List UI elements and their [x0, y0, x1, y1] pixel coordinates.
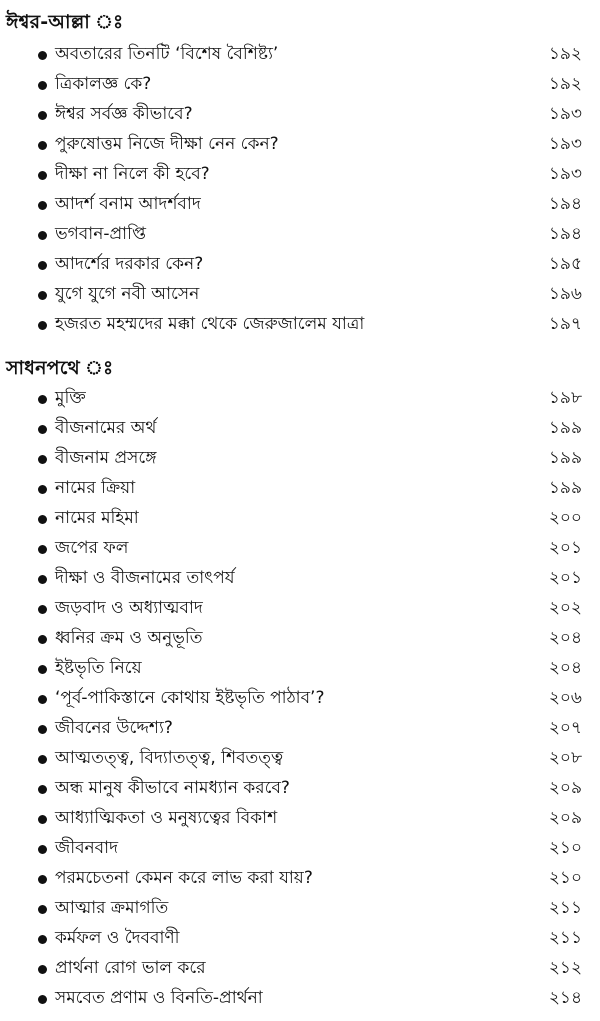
toc-entry	[0, 774, 600, 804]
toc-entry	[0, 684, 600, 714]
toc-entry	[0, 100, 600, 130]
bullet-icon	[38, 81, 47, 90]
entry-page-number: ২০৬	[548, 688, 582, 708]
bullet-icon	[38, 755, 47, 764]
bullet-icon	[38, 545, 47, 554]
bullet-icon	[38, 935, 47, 944]
bullet-icon	[38, 695, 47, 704]
section-entry-list	[0, 40, 600, 340]
bullet-icon	[38, 515, 47, 524]
entry-page-number: ১৯৩	[548, 134, 582, 154]
entry-title: প্রার্থনা রোগ ভাল করে	[55, 958, 206, 978]
entry-page-number: ২০৯	[548, 778, 582, 798]
section-heading: সাধনপথে ঃ	[6, 357, 114, 379]
entry-page-number: ১৯৩	[548, 164, 582, 184]
toc-entry	[0, 250, 600, 280]
toc-entry	[0, 894, 600, 924]
entry-page-number: ২০৮	[548, 748, 582, 768]
entry-page-number: ২১২	[548, 958, 582, 978]
entry-title: ত্রিকালজ্ঞ কে?	[55, 74, 152, 94]
entry-title: আত্মার ক্রমাগতি	[55, 898, 169, 918]
toc-entry	[0, 70, 600, 100]
bullet-icon	[38, 635, 47, 644]
entry-page-number: ১৯৯	[548, 478, 582, 498]
section-entry-list	[0, 384, 600, 1014]
entry-title: আত্মতত্ত্ব, বিদ্যাতত্ত্ব, শিবতত্ত্ব	[55, 748, 284, 768]
entry-page-number: ১৯৩	[548, 104, 582, 124]
entry-page-number: ২০৪	[548, 658, 582, 678]
toc-entry	[0, 310, 600, 340]
entry-page-number: ২১৪	[548, 988, 582, 1008]
entry-page-number: ২০২	[548, 598, 582, 618]
bullet-icon	[38, 231, 47, 240]
toc-entry	[0, 954, 600, 984]
entry-title: জীবনের উদ্দেশ্য?	[55, 718, 173, 738]
entry-title: আদর্শের দরকার কেন?	[55, 254, 204, 274]
entry-page-number: ২০৯	[548, 808, 582, 828]
entry-title: অবতারের তিনটি ‘বিশেষ বৈশিষ্ট্য’	[55, 44, 279, 64]
entry-title: দীক্ষা ও বীজনামের তাৎপর্য	[55, 568, 235, 588]
entry-page-number: ১৯৭	[548, 314, 582, 334]
toc-entry	[0, 834, 600, 864]
toc-entry	[0, 130, 600, 160]
entry-title: ভগবান-প্রাপ্তি	[55, 224, 146, 244]
bullet-icon	[38, 485, 47, 494]
bullet-icon	[38, 51, 47, 60]
entry-page-number: ২০৪	[548, 628, 582, 648]
toc-entry	[0, 504, 600, 534]
entry-title: সমবেত প্রণাম ও বিনতি-প্রার্থনা	[55, 988, 263, 1008]
toc-entry	[0, 190, 600, 220]
toc-entry	[0, 624, 600, 654]
entry-page-number: ২০৭	[548, 718, 582, 738]
toc-entry	[0, 220, 600, 250]
entry-title: অন্ধ মানুষ কীভাবে নামধ্যান করবে?	[55, 778, 290, 798]
toc-entry	[0, 594, 600, 624]
bullet-icon	[38, 201, 47, 210]
entry-page-number: ১৯৬	[548, 284, 582, 304]
entry-page-number: ১৯৫	[548, 254, 582, 274]
toc-entry	[0, 280, 600, 310]
bullet-icon	[38, 395, 47, 404]
bullet-icon	[38, 425, 47, 434]
entry-page-number: ২১০	[548, 868, 582, 888]
toc-entry	[0, 160, 600, 190]
entry-title: যুগে যুগে নবী আসেন	[55, 284, 200, 304]
entry-page-number: ১৯৪	[548, 194, 582, 214]
entry-page-number: ২০১	[548, 568, 582, 588]
toc-entry	[0, 40, 600, 70]
toc-entry	[0, 414, 600, 444]
entry-page-number: ২১০	[548, 838, 582, 858]
toc-entry	[0, 864, 600, 894]
bullet-icon	[38, 321, 47, 330]
toc-entry	[0, 984, 600, 1014]
toc-entry	[0, 804, 600, 834]
toc-entry	[0, 444, 600, 474]
toc-entry	[0, 474, 600, 504]
bullet-icon	[38, 965, 47, 974]
bullet-icon	[38, 995, 47, 1004]
toc-entry	[0, 744, 600, 774]
entry-page-number: ২০০	[548, 508, 582, 528]
entry-page-number: ১৯৮	[548, 388, 582, 408]
bullet-icon	[38, 605, 47, 614]
entry-page-number: ১৯২	[548, 74, 582, 94]
entry-title: ঈশ্বর সর্বজ্ঞ কীভাবে?	[55, 104, 193, 124]
bullet-icon	[38, 665, 47, 674]
bullet-icon	[38, 575, 47, 584]
bullet-icon	[38, 725, 47, 734]
bullet-icon	[38, 845, 47, 854]
entry-title: দীক্ষা না নিলে কী হবে?	[55, 164, 210, 184]
entry-page-number: ১৯২	[548, 44, 582, 64]
toc-entry	[0, 924, 600, 954]
toc-entry	[0, 564, 600, 594]
entry-title: পুরুষোত্তম নিজে দীক্ষা নেন কেন?	[55, 134, 279, 154]
entry-title: বীজনাম প্রসঙ্গে	[55, 448, 157, 468]
entry-title: কর্মফল ও দৈববাণী	[55, 928, 180, 948]
bullet-icon	[38, 455, 47, 464]
entry-title: আদর্শ বনাম আদর্শবাদ	[55, 194, 201, 214]
bullet-icon	[38, 261, 47, 270]
bullet-icon	[38, 111, 47, 120]
toc-entry	[0, 534, 600, 564]
bullet-icon	[38, 785, 47, 794]
entry-title: মুক্তি	[55, 388, 86, 408]
entry-title: নামের মহিমা	[55, 508, 139, 528]
bullet-icon	[38, 815, 47, 824]
bullet-icon	[38, 171, 47, 180]
entry-title: হজরত মহম্মদের মক্কা থেকে জেরুজালেম যাত্রা	[55, 314, 365, 334]
entry-page-number: ২১১	[548, 898, 582, 918]
entry-page-number: ২০১	[548, 538, 582, 558]
toc-entry	[0, 654, 600, 684]
entry-title: ‘পূর্ব-পাকিস্তানে কোথায় ইষ্টভৃতি পাঠাব’?	[55, 688, 325, 708]
entry-title: নামের ক্রিয়া	[55, 478, 136, 498]
entry-page-number: ১৯৯	[548, 418, 582, 438]
toc-entry	[0, 714, 600, 744]
entry-title: ইষ্টভৃতি নিয়ে	[55, 658, 142, 678]
toc-entry	[0, 384, 600, 414]
entry-title: পরমচেতনা কেমন করে লাভ করা যায়?	[55, 868, 313, 888]
entry-title: ধ্বনির ক্রম ও অনুভূতি	[55, 628, 203, 648]
bullet-icon	[38, 141, 47, 150]
entry-page-number: ২১১	[548, 928, 582, 948]
entry-title: জড়বাদ ও অধ্যাত্মবাদ	[55, 598, 203, 618]
bullet-icon	[38, 291, 47, 300]
entry-title: আধ্যাত্মিকতা ও মনুষ্যত্বের বিকাশ	[55, 808, 278, 828]
bullet-icon	[38, 905, 47, 914]
entry-page-number: ১৯৪	[548, 224, 582, 244]
bullet-icon	[38, 875, 47, 884]
entry-title: বীজনামের অর্থ	[55, 418, 157, 438]
section-heading: ঈশ্বর-আল্লা ঃ	[6, 11, 124, 33]
entry-title: জপের ফল	[55, 538, 129, 558]
entry-title: জীবনবাদ	[55, 838, 119, 858]
entry-page-number: ১৯৯	[548, 448, 582, 468]
